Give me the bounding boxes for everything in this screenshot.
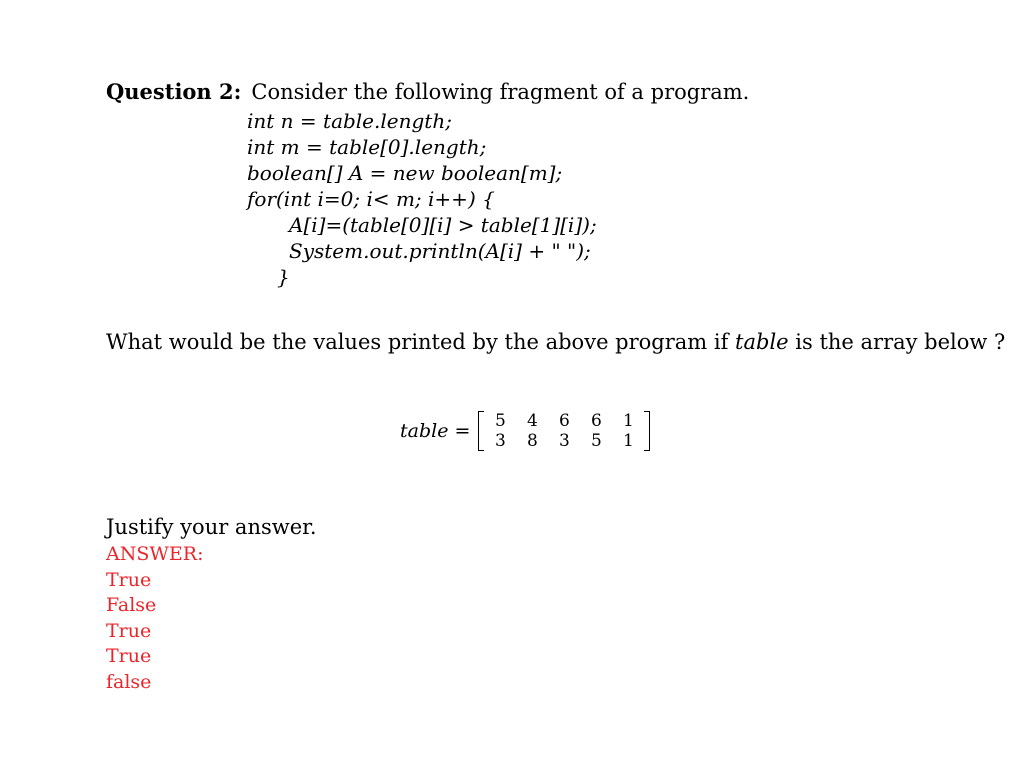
question-line: [106, 77, 749, 107]
answer-block: [106, 542, 203, 696]
matrix-cell: 5: [494, 411, 506, 431]
prompt-text-before: What would be the values printed by the above program if: [106, 330, 736, 354]
matrix-cell: 1: [622, 431, 634, 451]
justify-line: Justify your answer.: [106, 515, 317, 539]
matrix-name: table: [400, 420, 449, 442]
answer-value: False: [106, 594, 157, 617]
answer-value: True: [106, 645, 152, 668]
answer-value: True: [106, 619, 152, 642]
matrix-cell: 8: [526, 431, 538, 451]
question-text: Consider the following fragment of a program.: [251, 80, 750, 104]
prompt-line: [106, 327, 1005, 357]
question-label: Question 2:: [106, 79, 242, 104]
matrix: [478, 409, 650, 453]
prompt-text-after: is the array below ?: [788, 330, 1006, 354]
matrix-cell: 3: [494, 431, 506, 451]
prompt-emphasis: table: [735, 330, 789, 354]
matrix-equals: =: [454, 420, 471, 442]
matrix-cell: 6: [558, 411, 570, 431]
matrix-equation: [400, 409, 650, 453]
code-line-6: System.out.println(A[i] + " ");: [289, 239, 591, 263]
code-line-3: boolean[] A = new boolean[m];: [247, 161, 563, 185]
matrix-cell: 5: [590, 431, 602, 451]
answer-heading: ANSWER:: [106, 543, 204, 565]
answer-value: True: [106, 568, 152, 591]
code-line-4: for(int i=0; i< m; i++) {: [247, 187, 495, 211]
matrix-cell: 3: [558, 431, 570, 451]
code-line-5: A[i]=(table[0][i] > table[1][i]);: [289, 213, 597, 237]
matrix-cell: 6: [590, 411, 602, 431]
code-line-1: int n = table.length;: [247, 109, 452, 133]
code-block: [247, 108, 597, 290]
matrix-cell: 1: [622, 411, 634, 431]
matrix-cell: 4: [526, 411, 538, 431]
code-line-7: }: [277, 265, 290, 289]
answer-value: false: [106, 670, 152, 693]
code-line-2: int m = table[0].length;: [247, 135, 487, 159]
